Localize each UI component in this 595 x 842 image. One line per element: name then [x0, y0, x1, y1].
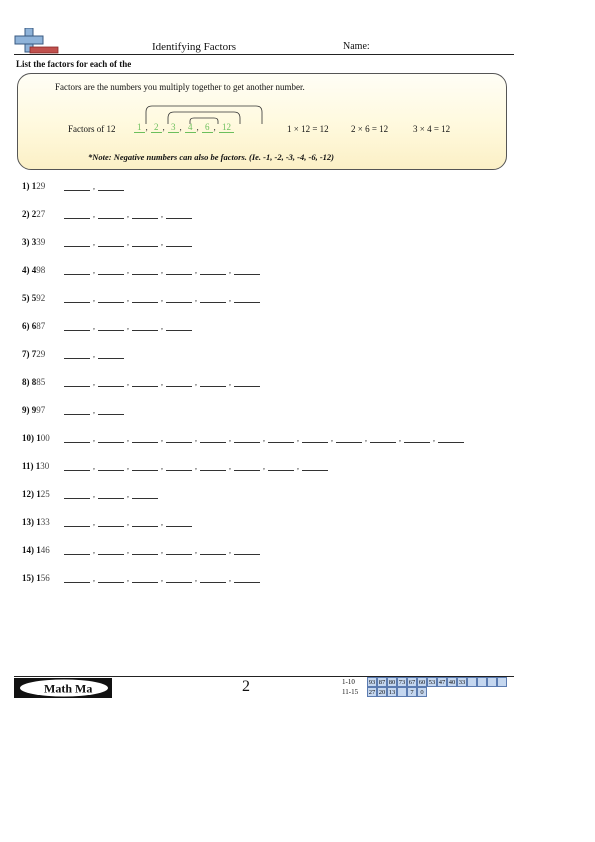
comma-separator: ,: [297, 462, 299, 471]
answer-blanks: [64, 265, 260, 275]
problem-number: [22, 237, 45, 247]
answer-blank[interactable]: [234, 461, 260, 471]
comma-separator: ,: [127, 546, 129, 555]
answer-blank[interactable]: [132, 573, 158, 583]
comma-separator: ,: [127, 490, 129, 499]
answer-key-cell: [477, 677, 487, 687]
instructions: List the factors for each of the: [16, 59, 132, 69]
answer-blank[interactable]: [132, 265, 158, 275]
answer-blank[interactable]: [234, 377, 260, 387]
answer-key-cell: 60: [418, 679, 426, 686]
problem-target-number: 29: [36, 181, 46, 191]
answer-key-cell: 73: [398, 679, 406, 686]
answer-key-row: [342, 687, 507, 697]
answer-key-cell: 80: [388, 679, 396, 686]
problem-number: [22, 349, 45, 359]
comma-separator: ,: [161, 210, 163, 219]
answer-key-cell: 87: [378, 679, 386, 686]
comma-separator: ,: [127, 434, 129, 443]
answer-blank[interactable]: [98, 321, 124, 331]
answer-blank[interactable]: [200, 433, 226, 443]
comma-separator: ,: [161, 462, 163, 471]
comma-separator: ,: [195, 294, 197, 303]
answer-blank[interactable]: [64, 349, 90, 359]
answer-blank[interactable]: [64, 377, 90, 387]
answer-blank[interactable]: [98, 517, 124, 527]
comma-separator: ,: [127, 518, 129, 527]
answer-blank[interactable]: [200, 461, 226, 471]
problem-number: [22, 461, 49, 471]
problem-target-number: 00: [40, 433, 50, 443]
problem-number: [22, 321, 45, 331]
answer-blank[interactable]: [234, 433, 260, 443]
answer-blank[interactable]: [166, 573, 192, 583]
comma-separator: ,: [365, 434, 367, 443]
problem-number: [22, 209, 45, 219]
comma-separator: ,: [229, 574, 231, 583]
comma-separator: ,: [127, 322, 129, 331]
comma-separator: ,: [93, 406, 95, 415]
comma-separator: ,: [161, 546, 163, 555]
page-title: Identifying Factors: [152, 41, 237, 53]
problem-number: [22, 181, 45, 191]
problem-target-number: 97: [36, 405, 46, 415]
problem-target-number: 98: [36, 265, 46, 275]
answer-blank[interactable]: [98, 265, 124, 275]
problem-label: 7) 7: [22, 349, 37, 359]
comma-separator: ,: [263, 434, 265, 443]
problem-label: 5) 5: [22, 293, 37, 303]
answer-blanks: [64, 461, 328, 471]
answer-blank[interactable]: [64, 181, 90, 191]
comma-separator: ,: [127, 238, 129, 247]
problem-target-number: 29: [36, 349, 46, 359]
comma-separator: ,: [229, 462, 231, 471]
comma-separator: ,: [93, 322, 95, 331]
answer-blank[interactable]: [166, 545, 192, 555]
comma-separator: ,: [93, 462, 95, 471]
answer-blank[interactable]: [132, 545, 158, 555]
answer-blank[interactable]: [166, 517, 192, 527]
comma-separator: ,: [161, 294, 163, 303]
comma-separator: ,: [195, 462, 197, 471]
factor-list: 1 , 2 , 3 , 4 , 6 , 12: [134, 122, 234, 133]
problem-number: [22, 433, 50, 443]
answer-blank[interactable]: [98, 545, 124, 555]
answer-blank[interactable]: [98, 237, 124, 247]
answer-blank[interactable]: [200, 265, 226, 275]
equation: 2 × 6 = 12: [351, 124, 389, 134]
problem-label: 11) 1: [22, 461, 41, 471]
comma-separator: ,: [195, 434, 197, 443]
math-logo-icon: [14, 28, 60, 56]
answer-blank[interactable]: [132, 321, 158, 331]
comma-separator: ,: [433, 434, 435, 443]
answer-blank[interactable]: [98, 349, 124, 359]
answer-key-cell: 40: [448, 679, 456, 686]
comma-separator: ,: [93, 546, 95, 555]
answer-blanks: [64, 545, 260, 555]
answer-blanks: [64, 433, 464, 443]
answer-blanks: [64, 573, 260, 583]
comma-separator: ,: [93, 210, 95, 219]
answer-blank[interactable]: [166, 433, 192, 443]
comma-separator: ,: [93, 378, 95, 387]
comma-separator: ,: [93, 574, 95, 583]
answer-blank[interactable]: [302, 433, 328, 443]
answer-blank[interactable]: [98, 461, 124, 471]
comma-separator: ,: [229, 294, 231, 303]
problem-label: 14) 1: [22, 545, 41, 555]
answer-blank[interactable]: [302, 461, 328, 471]
comma-separator: ,: [127, 378, 129, 387]
problem-number: [22, 405, 45, 415]
answer-blank[interactable]: [132, 377, 158, 387]
answer-blank[interactable]: [268, 461, 294, 471]
comma-separator: ,: [93, 518, 95, 527]
answer-key-range: 11-15: [342, 688, 359, 696]
problem-label: 2) 2: [22, 209, 37, 219]
factor-definition: Factors are the numbers you multiply together to get another number.: [55, 82, 305, 92]
problem-number: [22, 517, 50, 527]
answer-key-cell: 93: [368, 679, 376, 686]
answer-blanks: [64, 237, 192, 247]
answer-blank[interactable]: [166, 209, 192, 219]
comma-separator: ,: [93, 238, 95, 247]
answer-blank[interactable]: [98, 489, 124, 499]
problem-target-number: 46: [40, 545, 50, 555]
answer-blanks: [64, 209, 192, 219]
answer-blank[interactable]: [64, 237, 90, 247]
comma-separator: ,: [161, 378, 163, 387]
comma-separator: ,: [93, 434, 95, 443]
comma-separator: ,: [161, 238, 163, 247]
problem-target-number: 85: [36, 377, 46, 387]
factor-value: 12: [219, 122, 234, 133]
answer-blank[interactable]: [166, 461, 192, 471]
answer-key-cell: 33: [458, 679, 466, 686]
problem-target-number: 87: [36, 321, 46, 331]
comma-separator: ,: [297, 434, 299, 443]
answer-key-row: [342, 677, 507, 687]
name-label: Name:: [343, 41, 370, 52]
answer-blank[interactable]: [132, 433, 158, 443]
problem-number: [22, 489, 50, 499]
answer-blanks: [64, 517, 192, 527]
answer-key-cell: 27: [368, 689, 376, 696]
answer-blank[interactable]: [234, 545, 260, 555]
page-number: 2: [242, 678, 250, 695]
answer-blanks: [64, 321, 192, 331]
answer-blank[interactable]: [64, 265, 90, 275]
answer-blank[interactable]: [234, 573, 260, 583]
negative-factors-note: *Note: Negative numbers can also be factors. (Ie. -1, -2, -3, -4, -6, -12): [88, 152, 334, 162]
answer-blank[interactable]: [64, 517, 90, 527]
problem-number: [22, 265, 45, 275]
factor-value: 6: [202, 122, 213, 133]
comma-separator: ,: [127, 462, 129, 471]
problem-label: 12) 1: [22, 489, 41, 499]
answer-blank[interactable]: [166, 237, 192, 247]
problem-label: 1) 1: [22, 181, 37, 191]
factors-label: Factors of 12: [68, 124, 116, 134]
equation: 3 × 4 = 12: [413, 124, 451, 134]
answer-blank[interactable]: [234, 293, 260, 303]
problem-label: 9) 9: [22, 405, 37, 415]
answer-blank[interactable]: [336, 433, 362, 443]
problem-target-number: 27: [36, 209, 46, 219]
answer-key: [342, 677, 507, 697]
answer-key-cell: [497, 677, 507, 687]
comma-separator: ,: [161, 574, 163, 583]
problem-target-number: 33: [40, 517, 50, 527]
answer-key-cell: 7: [407, 687, 417, 697]
answer-blank[interactable]: [404, 433, 430, 443]
comma-separator: ,: [229, 546, 231, 555]
comma-separator: ,: [127, 294, 129, 303]
answer-key-cell: 0: [417, 687, 427, 697]
equation: 1 × 12 = 12: [287, 124, 329, 134]
comma-separator: ,: [263, 462, 265, 471]
answer-blanks: [64, 489, 158, 499]
answer-blank[interactable]: [64, 293, 90, 303]
answer-key-cell: 67: [408, 679, 416, 686]
answer-blanks: [64, 377, 260, 387]
answer-blank[interactable]: [98, 433, 124, 443]
answer-blank[interactable]: [64, 461, 90, 471]
header-divider: [14, 54, 514, 55]
comma-separator: ,: [195, 546, 197, 555]
math-brand-logo-icon: [14, 678, 112, 698]
answer-blank[interactable]: [64, 489, 90, 499]
problem-number: [22, 573, 50, 583]
comma-separator: ,: [161, 434, 163, 443]
comma-separator: ,: [399, 434, 401, 443]
answer-blank[interactable]: [132, 209, 158, 219]
problem-label: 13) 1: [22, 517, 41, 527]
comma-separator: ,: [229, 434, 231, 443]
comma-separator: ,: [127, 210, 129, 219]
answer-blank[interactable]: [438, 433, 464, 443]
problem-label: 15) 1: [22, 573, 41, 583]
answer-blanks: [64, 349, 124, 359]
problem-target-number: 56: [40, 573, 50, 583]
answer-blank[interactable]: [268, 433, 294, 443]
answer-blank[interactable]: [132, 461, 158, 471]
comma-separator: ,: [93, 294, 95, 303]
answer-blank[interactable]: [64, 405, 90, 415]
answer-blank[interactable]: [166, 293, 192, 303]
comma-separator: ,: [93, 266, 95, 275]
brand-text: Math Ma: [44, 681, 93, 696]
answer-blank[interactable]: [64, 321, 90, 331]
problem-number: [22, 545, 50, 555]
answer-blank[interactable]: [98, 377, 124, 387]
answer-key-cell: 13: [388, 689, 396, 696]
answer-blank[interactable]: [370, 433, 396, 443]
answer-blank[interactable]: [234, 265, 260, 275]
problem-target-number: 30: [40, 461, 50, 471]
factor-value: 2: [151, 122, 162, 133]
answer-blank[interactable]: [98, 181, 124, 191]
problem-label: 8) 8: [22, 377, 37, 387]
answer-key-cell: 47: [438, 679, 446, 686]
answer-blank[interactable]: [64, 433, 90, 443]
problem-label: 6) 6: [22, 321, 37, 331]
answer-blank[interactable]: [98, 405, 124, 415]
comma-separator: ,: [229, 266, 231, 275]
problem-label: 4) 4: [22, 265, 37, 275]
problem-target-number: 92: [36, 293, 46, 303]
answer-blank[interactable]: [132, 517, 158, 527]
comma-separator: ,: [331, 434, 333, 443]
problem-label: 3) 3: [22, 237, 37, 247]
answer-blank[interactable]: [132, 237, 158, 247]
comma-separator: ,: [127, 266, 129, 275]
factor-value: 1: [134, 122, 145, 133]
answer-blank[interactable]: [200, 377, 226, 387]
answer-blank[interactable]: [200, 293, 226, 303]
answer-key-cell: [487, 677, 497, 687]
comma-separator: ,: [195, 574, 197, 583]
comma-separator: ,: [161, 266, 163, 275]
answer-blank[interactable]: [132, 293, 158, 303]
comma-separator: ,: [127, 574, 129, 583]
factor-value: 3: [168, 122, 179, 133]
answer-blank[interactable]: [64, 545, 90, 555]
answer-blank[interactable]: [166, 377, 192, 387]
answer-blank[interactable]: [166, 265, 192, 275]
comma-separator: ,: [93, 182, 95, 191]
problem-target-number: 25: [40, 489, 50, 499]
comma-separator: ,: [195, 266, 197, 275]
comma-separator: ,: [93, 350, 95, 359]
problem-target-number: 39: [36, 237, 46, 247]
answer-blanks: [64, 181, 124, 191]
comma-separator: ,: [161, 322, 163, 331]
problem-number: [22, 293, 45, 303]
problem-label: 10) 1: [22, 433, 41, 443]
answer-key-cell: 53: [428, 679, 436, 686]
answer-blank[interactable]: [64, 209, 90, 219]
answer-blanks: [64, 405, 124, 415]
answer-key-cell: [467, 677, 477, 687]
answer-blank[interactable]: [200, 573, 226, 583]
answer-blank[interactable]: [200, 545, 226, 555]
answer-key-range: 1-10: [342, 678, 355, 686]
answer-blank[interactable]: [98, 293, 124, 303]
comma-separator: ,: [229, 378, 231, 387]
problem-number: [22, 377, 45, 387]
answer-blank[interactable]: [98, 573, 124, 583]
factor-value: 4: [185, 122, 196, 133]
answer-blank[interactable]: [98, 209, 124, 219]
comma-separator: ,: [195, 378, 197, 387]
answer-blank[interactable]: [132, 489, 158, 499]
answer-blank[interactable]: [64, 573, 90, 583]
comma-separator: ,: [161, 518, 163, 527]
answer-key-cell: [397, 687, 407, 697]
answer-blank[interactable]: [166, 321, 192, 331]
answer-key-cell: 20: [378, 689, 386, 696]
comma-separator: ,: [93, 490, 95, 499]
answer-blanks: [64, 293, 260, 303]
